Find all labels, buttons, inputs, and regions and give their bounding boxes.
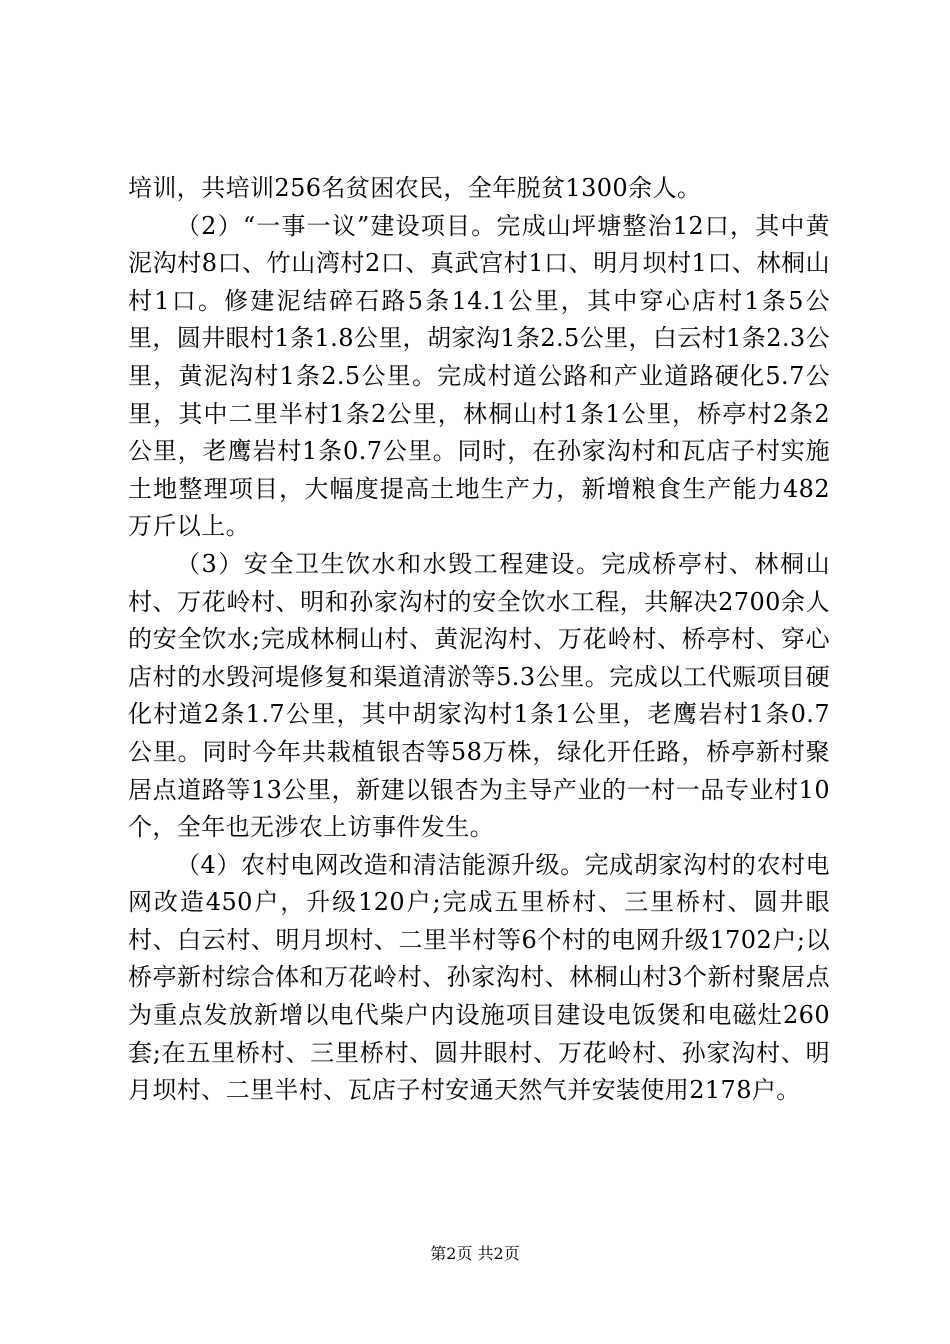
paragraph-4: （4）农村电网改造和清洁能源升级。完成胡家沟村的农村电网改造450户，升级120户;完成五里桥村、三里桥村、圆井眼村、白云村、明月坝村、二里半村等6个村的电网升级1702户;以桥亭新村综合体和万花岭村、孙家沟村、林桐山村3个新村聚居点为重点发放新增以电代柴户内设施项目建设电饭煲和电磁灶260套;在五里桥村、三里桥村、圆井眼村、万花岭村、孙家沟村、明月坝村、二里半村、瓦店子村安通天然气并安装使用2178户。 xyxy=(128,850,830,1105)
page-footer: 第2页 共2页 xyxy=(430,1244,520,1263)
paragraph-3: （3）安全卫生饮水和水毁工程建设。完成桥亭村、林桐山村、万花岭村、明和孙家沟村的安全饮水工程，共解决2700余人的安全饮水;完成林桐山村、黄泥沟村、万花岭村、桥亭村、穿心店村的水毁河堤修复和渠道清淤等5.3公里。完成以工代赈项目硬化村道2条1.7公里，其中胡家沟村1条1公里，老鹰岩村1条0.7公里。同时今年共栽植银杏等58万株，绿化开任路，桥亭新村聚居点道路等13公里，新建以银杏为主导产业的一村一品专业村10个，全年也无涉农上访事件发生。 xyxy=(128,549,830,842)
paragraph-2: （2）“一事一议”建设项目。完成山坪塘整治12口，其中黄泥沟村8口、竹山湾村2口、真武宫村1口、明月坝村1口、林桐山村1口。修建泥结碎石路5条14.1公里，其中穿心店村1条5公里，圆井眼村1条1.8公里，胡家沟1条2.5公里，白云村1条2.3公里，黄泥沟村1条2.5公里。完成村道公路和产业道路硬化5.7公里，其中二里半村1条2公里，林桐山村1条1公里，桥亭村2条2公里，老鹰岩村1条0.7公里。同时，在孙家沟村和瓦店子村实施土地整理项目，大幅度提高土地生产力，新增粮食生产能力482万斤以上。 xyxy=(128,211,830,541)
document-body xyxy=(128,170,830,1110)
paragraph-1: 培训，共培训256名贫困农民，全年脱贫1300余人。 xyxy=(128,174,702,202)
